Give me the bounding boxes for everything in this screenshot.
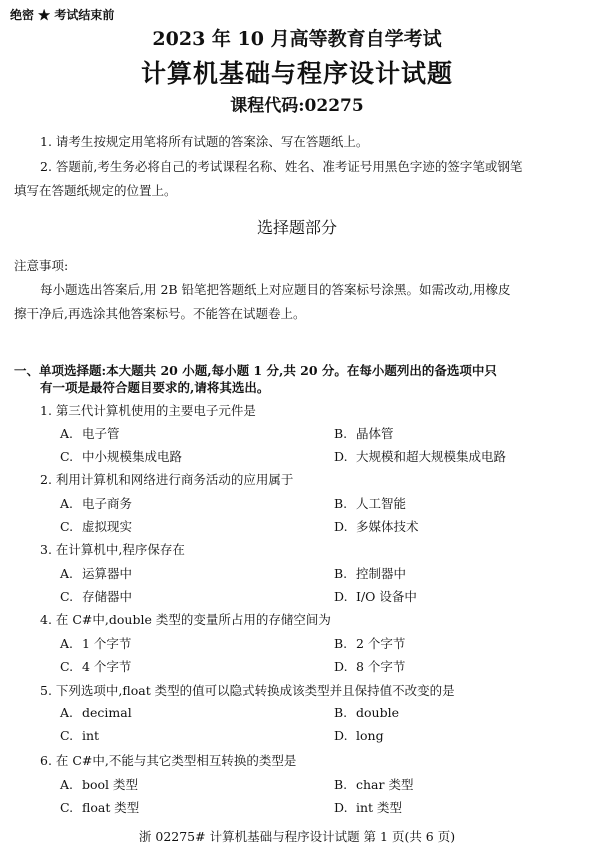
option-label: D. [334,800,348,815]
option-text: 控制器中 [356,566,407,581]
option-d [334,447,506,465]
option-d [334,728,384,743]
option-b [334,775,413,793]
question-stem: 2. 利用计算机和网络进行商务活动的应用属于 [40,472,294,487]
option-text: char 类型 [356,777,414,792]
notes-line1: 每小题选出答案后,用 2B 铅笔把答题纸上对应题目的答案标号涂黑。如需改动,用橡皮 [40,282,511,297]
option-c [60,587,132,605]
part1-header-line2: 有一项是最符合题目要求的,请将其选出。 [40,380,270,395]
option-text: 电子商务 [82,496,133,511]
option-label: B. [334,636,348,651]
question-stem: 3. 在计算机中,程序保存在 [40,542,185,557]
option-text: 晶体管 [356,426,394,441]
option-label: C. [60,519,74,534]
option-label: B. [334,705,348,720]
option-d [334,798,402,816]
option-text: 4 个字节 [82,659,132,674]
option-label: D. [334,659,348,674]
confidential-mark: 绝密 ★ 考试结束前 [10,8,115,22]
option-label: B. [334,496,348,511]
option-text: 大规模和超大规模集成电路 [356,449,507,464]
option-label: D. [334,589,348,604]
instruction-2-line2: 填写在答题纸规定的位置上。 [14,183,177,198]
page-footer: 浙 02275# 计算机基础与程序设计试题 第 1 页(共 6 页) [138,829,456,844]
notes-line2: 擦干净后,再选涂其他答案标号。不能答在试题卷上。 [14,306,306,321]
option-label: C. [60,449,74,464]
option-a [60,634,131,652]
paper-title: 计算机基础与程序设计试题 [140,59,453,88]
option-a [60,705,132,720]
option-label: A. [60,705,74,720]
option-label: A. [60,777,74,792]
option-c [60,657,131,675]
exam-title: 2023 年 10 月高等教育自学考试 [152,28,442,50]
option-b [334,424,394,442]
option-label: B. [334,566,348,581]
option-text: int 类型 [356,800,403,815]
option-c [60,728,99,743]
option-text: decimal [82,705,132,720]
option-label: D. [334,728,348,743]
option-text: 1 个字节 [82,636,132,651]
option-label: C. [60,589,74,604]
option-label: B. [334,426,348,441]
section-title: 选择题部分 [256,218,337,237]
question-stem: 1. 第三代计算机使用的主要电子元件是 [40,403,256,418]
option-text: 8 个字节 [356,659,406,674]
question-stem: 4. 在 C#中,double 类型的变量所占用的存储空间为 [40,612,331,627]
option-text: long [356,728,384,743]
option-c [60,517,132,535]
option-text: 虚拟现实 [82,519,133,534]
option-label: A. [60,566,74,581]
option-d [334,517,419,535]
option-b [334,705,399,720]
option-label: B. [334,777,348,792]
option-a [60,775,138,793]
option-text: I/O 设备中 [356,589,417,604]
instruction-2-line1: 2. 答题前,考生务必将自己的考试课程名称、姓名、准考证号用黑色字迹的签字笔或钢笔 [40,159,523,174]
option-label: A. [60,496,74,511]
option-text: 存储器中 [82,589,133,604]
question-stem: 5. 下列选项中,float 类型的值可以隐式转换成该类型并且保持值不改变的是 [40,683,455,698]
option-c [60,447,182,465]
option-a [60,564,132,582]
option-a [60,494,132,512]
option-text: 多媒体技术 [356,519,419,534]
option-text: int [82,728,100,743]
option-text: bool 类型 [82,777,139,792]
option-b [334,634,405,652]
course-code: 课程代码:02275 [230,96,364,116]
option-label: D. [334,519,348,534]
instruction-1: 1. 请考生按规定用笔将所有试题的答案涂、写在答题纸上。 [40,134,369,149]
option-text: 运算器中 [82,566,133,581]
option-text: double [356,705,399,720]
option-label: A. [60,636,74,651]
option-text: float 类型 [82,800,140,815]
question-stem: 6. 在 C#中,不能与其它类型相互转换的类型是 [40,753,297,768]
option-text: 人工智能 [356,496,407,511]
option-label: A. [60,426,74,441]
option-b [334,564,406,582]
option-b [334,494,406,512]
part1-header-line1: 一、单项选择题:本大题共 20 小题,每小题 1 分,共 20 分。在每小题列出的备选项中只 [14,363,497,378]
notes-label: 注意事项: [14,258,69,273]
option-c [60,798,139,816]
option-d [334,657,405,675]
option-label: C. [60,659,74,674]
option-a [60,424,120,442]
option-label: C. [60,800,74,815]
option-label: D. [334,449,348,464]
option-d [334,587,417,605]
option-text: 中小规模集成电路 [82,449,183,464]
option-label: C. [60,728,74,743]
option-text: 电子管 [82,426,120,441]
option-text: 2 个字节 [356,636,406,651]
